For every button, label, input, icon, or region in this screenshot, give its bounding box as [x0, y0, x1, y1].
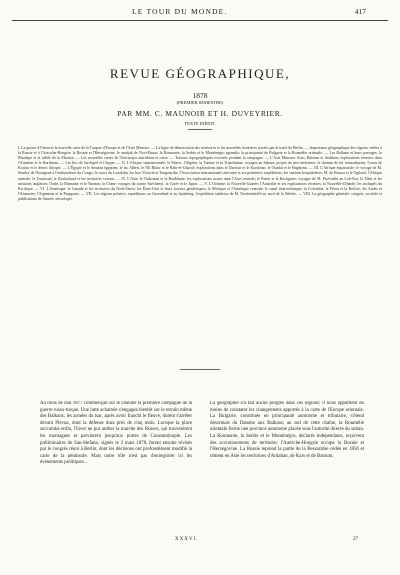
article-note: TEXTE INÉDIT.	[184, 121, 216, 126]
article-authors: PAR MM. C. MAUNOIR ET H. DUVEYRIER.	[117, 109, 283, 118]
title-divider	[188, 129, 212, 130]
page-footer	[0, 537, 400, 547]
body-column-left: Au mois de mai 1877 commençait sur le Danube la première campagne de la guerre russo-turque. Une lutte acharnée s'engagea bientôt sur le terrain même des Balkans; les armées du tsar, après avoir franchi le fleuve, durent s'arrêter devant Plevna, dont la défense dura près de cinq mois. Lorsque la place succomba enfin, l'hiver ne put arrêter la marche des Russes, qui traversèrent les montagnes et parvinrent jusqu'aux portes de Constantinople. Les préliminaires de San-Stefano, signés le 3 mars 1878, furent ensuite révisés par le congrès réuni à Berlin, dont les décisions ont profondément modifié la carte de la péninsule. Mais notre rôle n'est pas d'enregistrer ici les événements politiques...	[40, 401, 192, 466]
section-divider	[180, 369, 220, 370]
volume-number: XXXVI.	[175, 537, 199, 542]
header-rule	[12, 20, 388, 21]
article-subtitle: (PREMIER SEMESTRE)	[176, 100, 224, 105]
article-year: 1878	[192, 91, 208, 100]
signature-mark: 27	[353, 537, 358, 542]
running-header	[110, 7, 366, 19]
body-column-right: La géographie n'a fait aucun progrès dans ces régions; il nous appartient du moins de constater les changements apportés à la carte de l'Europe orientale. La Bulgarie, constituée en principauté autonome et tributaire, s'étend désormais du Danube aux Balkans; au sud de cette chaîne, la Roumélie orientale forme une province autonome placée sous l'autorité directe du sultan. La Roumanie, la Serbie et le Monténégro, déclarés indépendants, reçoivent des accroissements de territoire; l'Autriche-Hongrie occupe la Bosnie et l'Herzégovine. La Russie reprend la partie de la Bessarabie cédée en 1856 et obtient en Asie les territoires d'Ardahan, de Kars et de Batoum.	[210, 401, 364, 459]
article-title: REVUE GÉOGRAPHIQUE,	[109, 66, 291, 81]
chapter-summary: I. La guerre d'Orient et la nouvelle carte de la Turquie d'Europe et de l'Asie Mineure. — La ligne de démarcation des territoires et les nouvelles frontières tracées par le traité de Berlin. — Importance géographique des régions cédées à la Russie et à l'Autriche-Hongrie; la Bosnie et l'Herzégovine, le sandjak de Novi-Bazar; la Roumanie, la Serbie et le Monténégro agrandis; la principauté de Bulgarie et la Roumélie orientale. — Les Balkans et leurs passages; le Rhodope et la vallée de la Maritza. — Les nouvelles cartes de l'état-major autrichien et russe. — Travaux topographiques exécutés pendant la campagne. — L'Asie Mineure: Kars, Batoum et Ardahan; explorations récentes dans l'Arménie et le Kurdistan. — Les îles de l'archipel et Chypre. — II. L'Afrique septentrionale: le Maroc, l'Algérie, la Tunisie et la Tripolitaine; voyages au Sahara; projets de mer intérieure; le chemin de fer transsaharien; l'oasis de Koufra et le désert libyque. — L'Égypte et le Soudan égyptien; le lac Albert, le Nil Blanc et le Bahr-el-Ghazal; explorations dans le Darfour et le Kordofan; le Ouadaï et le Baghirmi. — III. L'Afrique équatoriale: le voyage de M. Stanley de Nyangoué à l'embouchure du Congo; le cours du Loualaba; les lacs Victoria et Tanganyika; l'Association internationale africaine et ses premières expéditions; les stations hospitalières; M. de Brazza et le Ogôoué; l'Afrique australe: le Transvaal, le Zoulouland et les territoires voisins. — IV. L'Asie: le Turkestan et la Boukharie; les explorations russes dans l'Asie centrale; le Pamir et la Kachgarie; voyages de M. Prjévalski au Lob-Nor; le Tibet et les missions anglaises; l'Inde, la Birmanie et le Yunnan; la Chine: voyages du comte Széchenyi; la Corée et le Japon. — V. L'Océanie: la Nouvelle-Guinée; l'Australie et ses explorations récentes; la Nouvelle-Zélande; les archipels du Pacifique. — VI. L'Amérique: le Canada et les territoires du Nord-Ouest; les États-Unis et leurs travaux géodésiques; le Mexique et l'Amérique centrale; le canal interocéanique; la Colombie, le Pérou et la Bolivie; les Andes et l'Amazone; l'Argentine et la Patagonie. — VII. Les régions polaires: expéditions au Groenland et au Spitzberg; l'expédition suédoise de M. Nordenskiöld au nord de la Sibérie. — VIII. La géographie générale: congrès, sociétés et publications de l'année; nécrologie.	[18, 146, 382, 201]
running-title: LE TOUR DU MONDE.	[132, 7, 228, 16]
page-number: 417	[354, 7, 366, 16]
